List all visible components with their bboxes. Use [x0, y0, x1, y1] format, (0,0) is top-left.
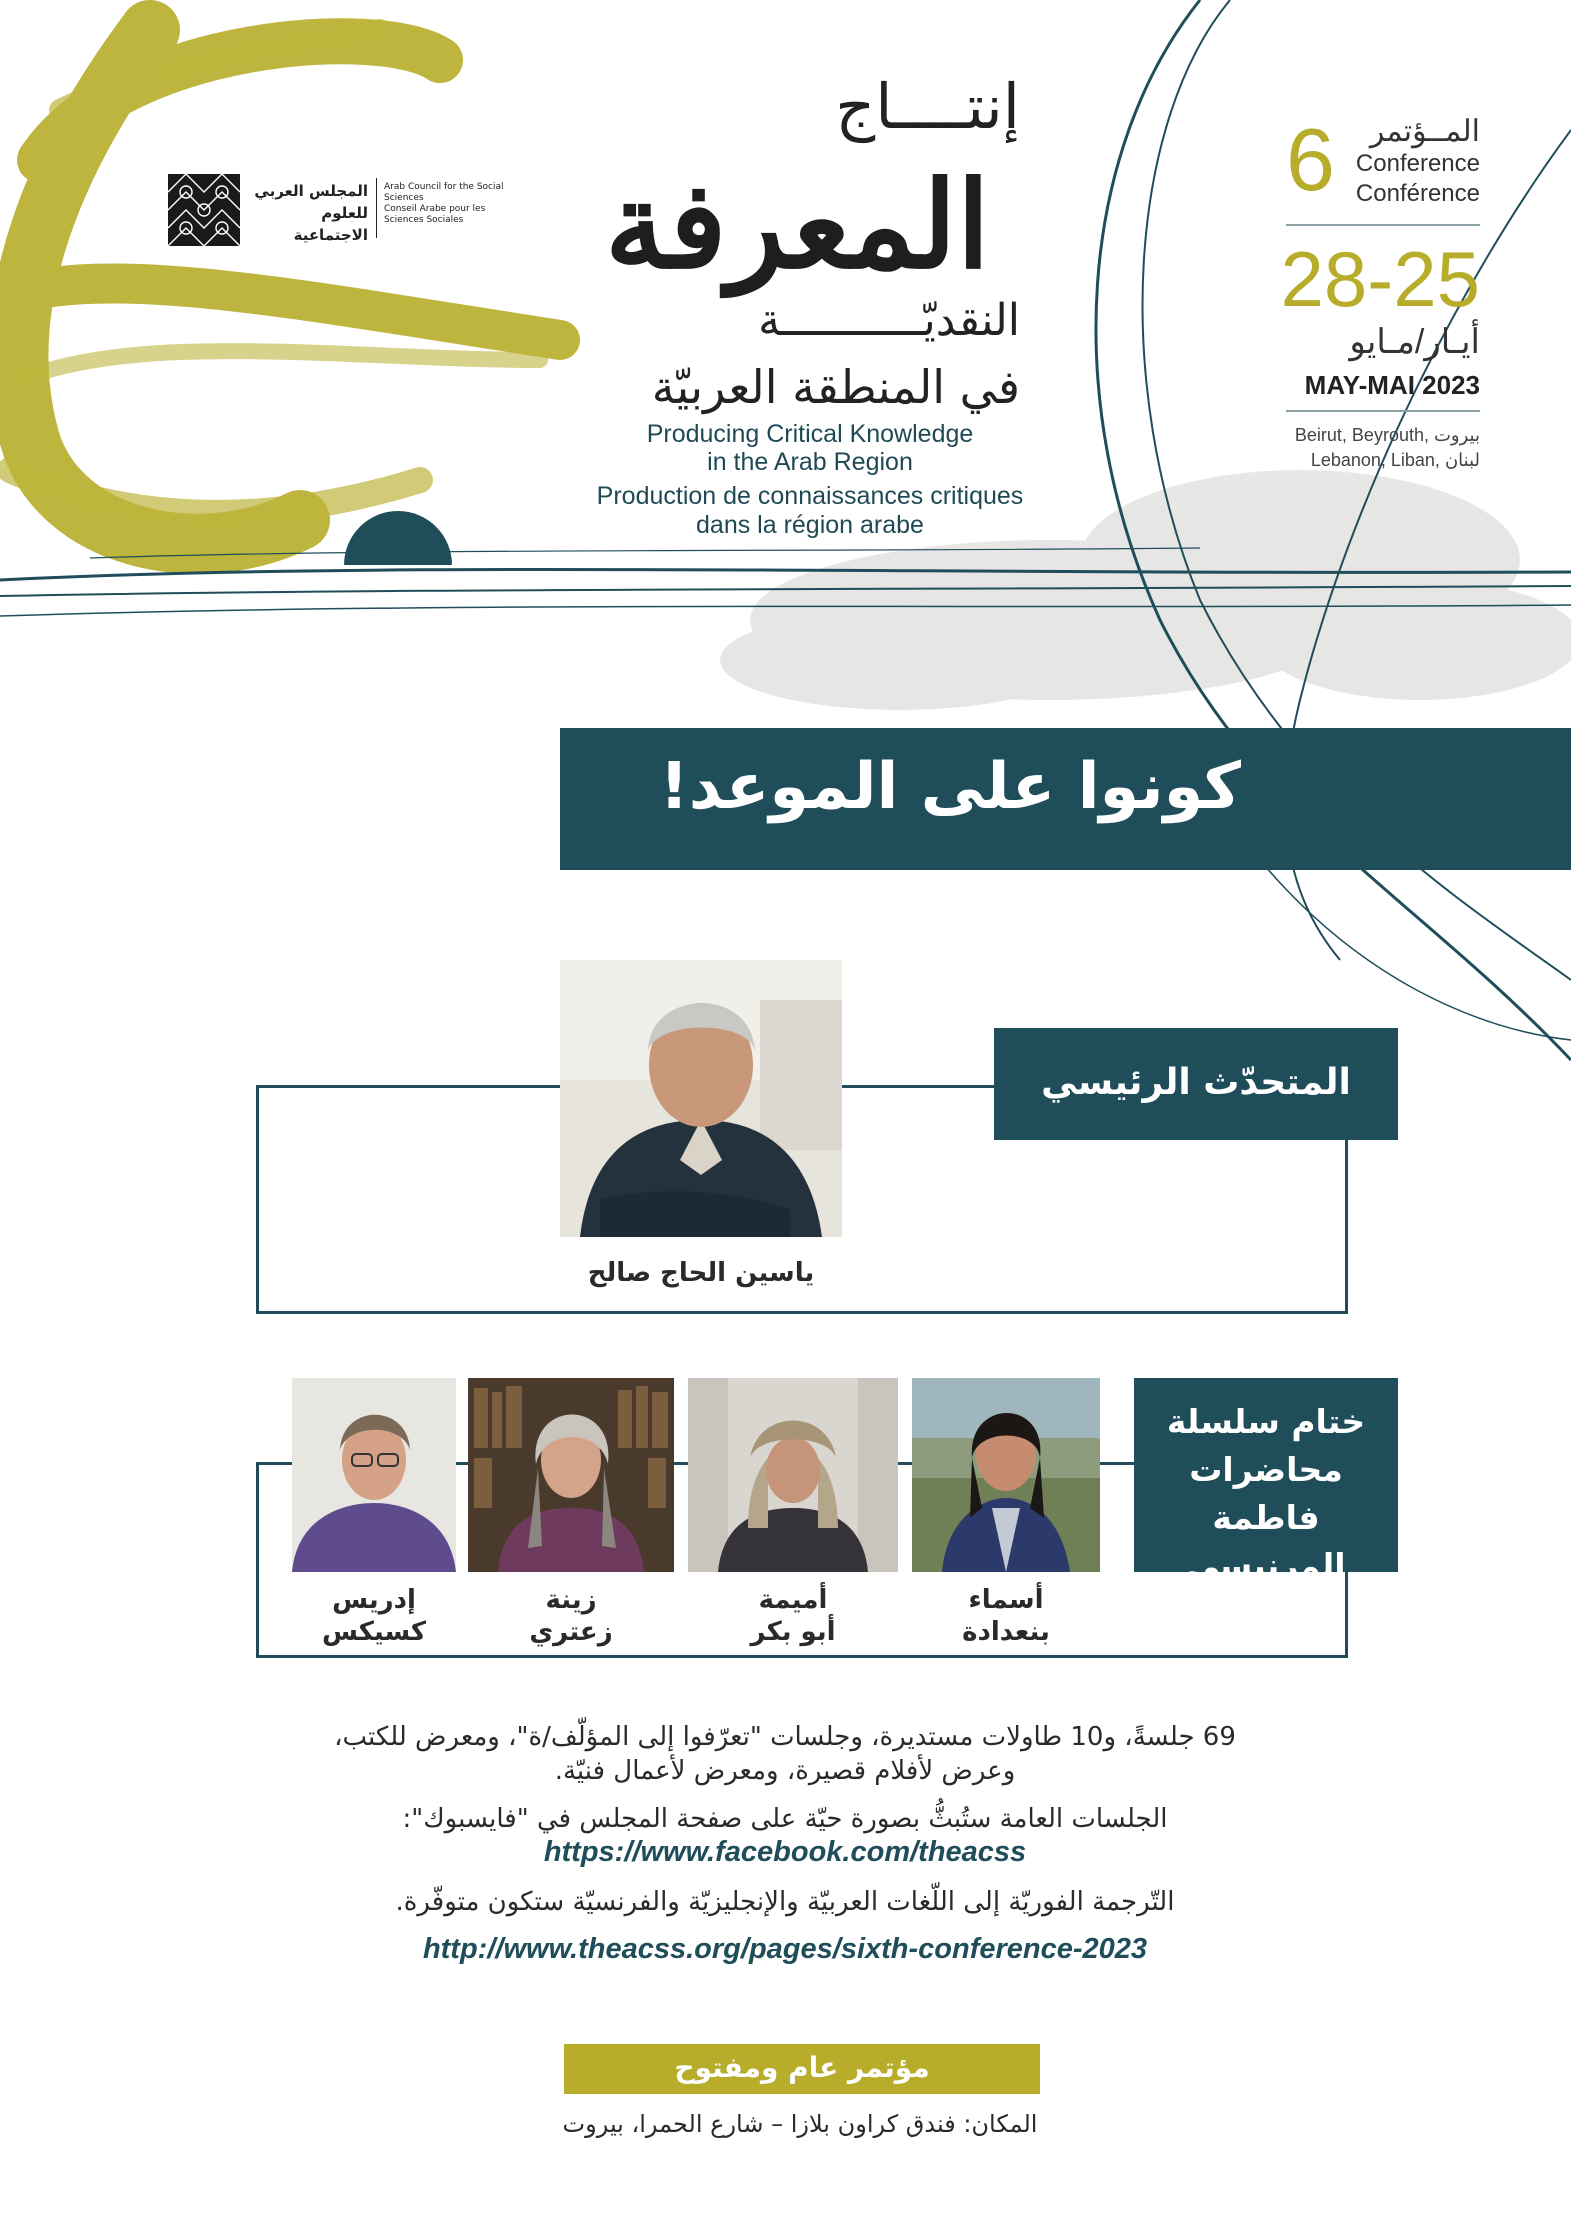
- speaker-portrait: [468, 1378, 674, 1572]
- series-label-box: [1134, 1378, 1398, 1585]
- info-line: الجلسات العامة ستُبثُّ بصورة حيّة على صفحة المجلس في "فايسبوك":: [402, 1804, 1168, 1834]
- speaker-last-name: بنعدادة: [962, 1617, 1050, 1647]
- conference-label-fr: Conférence: [1355, 180, 1480, 207]
- facebook-link[interactable]: https://www.facebook.com/theacss: [543, 1836, 1027, 1868]
- speaker-photo: [912, 1378, 1100, 1572]
- speaker-portrait: [688, 1378, 898, 1572]
- conference-dates: 28-25: [1280, 235, 1480, 323]
- keynote-portrait: [560, 960, 842, 1237]
- website-link[interactable]: http://www.theacss.org/pages/sixth-conference-2023: [422, 1933, 1148, 1965]
- event-info: [200, 1720, 1370, 1966]
- title-ar-line1: إنتــــاج: [835, 70, 1020, 143]
- open-conference-label: مؤتمر عام ومفتوح: [674, 2051, 930, 2084]
- speaker-photo: [688, 1378, 898, 1572]
- speaker-last-name: كسيكس: [321, 1617, 427, 1647]
- info-line: وعرض لأفلام قصيرة، ومعرض لأعمال فنيّة.: [554, 1756, 1016, 1786]
- conference-title: [560, 60, 1060, 550]
- logo-name-fr: Conseil Arabe pour les Sciences Sociales: [384, 204, 486, 225]
- speaker-last-name: أبو بكر: [750, 1617, 836, 1647]
- keynote-label-box: [994, 1028, 1398, 1140]
- logo-name-en-fr: [384, 182, 524, 226]
- speaker-first-name: زينة: [545, 1585, 597, 1615]
- acss-logo: [168, 170, 528, 250]
- conference-label-en: Conference: [1355, 150, 1480, 177]
- logo-divider: [376, 178, 377, 238]
- speaker-first-name: إدريس: [332, 1585, 416, 1615]
- speaker-first-name: أسماء: [968, 1585, 1044, 1615]
- speaker-photo: [468, 1378, 674, 1572]
- logo-name-ar: المجلس العربي للعلوم الاجتماعية: [254, 182, 368, 244]
- info-line: التّرجمة الفوريّة إلى اللّغات العربيّة والإنجليزيّة والفرنسيّة ستكون متوفّرة.: [395, 1887, 1175, 1917]
- conference-city-line2: Lebanon, Liban, لبنان: [1310, 450, 1480, 470]
- save-the-date-banner: [560, 728, 1571, 870]
- conference-info: [1250, 110, 1480, 490]
- keynote-speaker-photo: [560, 960, 842, 1237]
- series-label: ختام سلسلة محاضرات فاطمة المرنيسي: [1166, 1402, 1366, 1585]
- speaker-name: [912, 1584, 1100, 1648]
- keynote-label: المتحدّث الرئيسي: [1041, 1062, 1351, 1103]
- speaker-first-name: أميمة: [758, 1585, 828, 1615]
- keynote-speaker-name: ياسين الحاج صالح: [587, 1258, 815, 1288]
- speaker-name: [468, 1584, 674, 1648]
- divider: [1286, 224, 1480, 226]
- title-en-line1: Producing Critical Knowledge: [646, 420, 974, 448]
- speaker-name: [688, 1584, 898, 1648]
- speaker-photo: [292, 1378, 456, 1572]
- venue-text: المكان: فندق كراون بلازا – شارع الحمرا، بيروت: [562, 2110, 1038, 2138]
- title-en-line2: in the Arab Region: [707, 448, 913, 476]
- conference-city-line1: Beirut, Beyrouth, بيروت: [1294, 425, 1480, 445]
- title-ar-line2: المعرفة: [604, 155, 990, 296]
- conference-month: MAY-MAI 2023: [1304, 370, 1480, 400]
- divider: [1286, 410, 1480, 412]
- conference-label-ar: المــؤتمر: [1369, 115, 1480, 148]
- acss-pattern-icon: [168, 174, 240, 246]
- info-line: 69 جلسةً، و10 طاولات مستديرة، وجلسات "تعرّفوا إلى المؤلّف/ة"، ومعرض للكتب،: [334, 1722, 1236, 1752]
- banner-text: كونوا على الموعد!: [659, 750, 1241, 824]
- conference-number: 6: [1286, 110, 1335, 209]
- title-ar-line3: النقديّـــــــــــة: [758, 295, 1020, 346]
- speaker-portrait: [292, 1378, 456, 1572]
- speaker-portrait: [912, 1378, 1100, 1572]
- open-conference-badge: [564, 2044, 1040, 2094]
- speaker-name: [292, 1584, 456, 1648]
- title-ar-line4: في المنطقة العربيّة: [651, 360, 1020, 414]
- conference-month-ar: أيـار/مـايو: [1349, 323, 1480, 361]
- title-fr-line1: Production de connaissances critiques: [596, 482, 1024, 510]
- title-fr-line2: dans la région arabe: [696, 511, 924, 539]
- logo-name-en: Arab Council for the Social Sciences: [384, 182, 504, 203]
- speaker-last-name: زعتري: [529, 1617, 613, 1647]
